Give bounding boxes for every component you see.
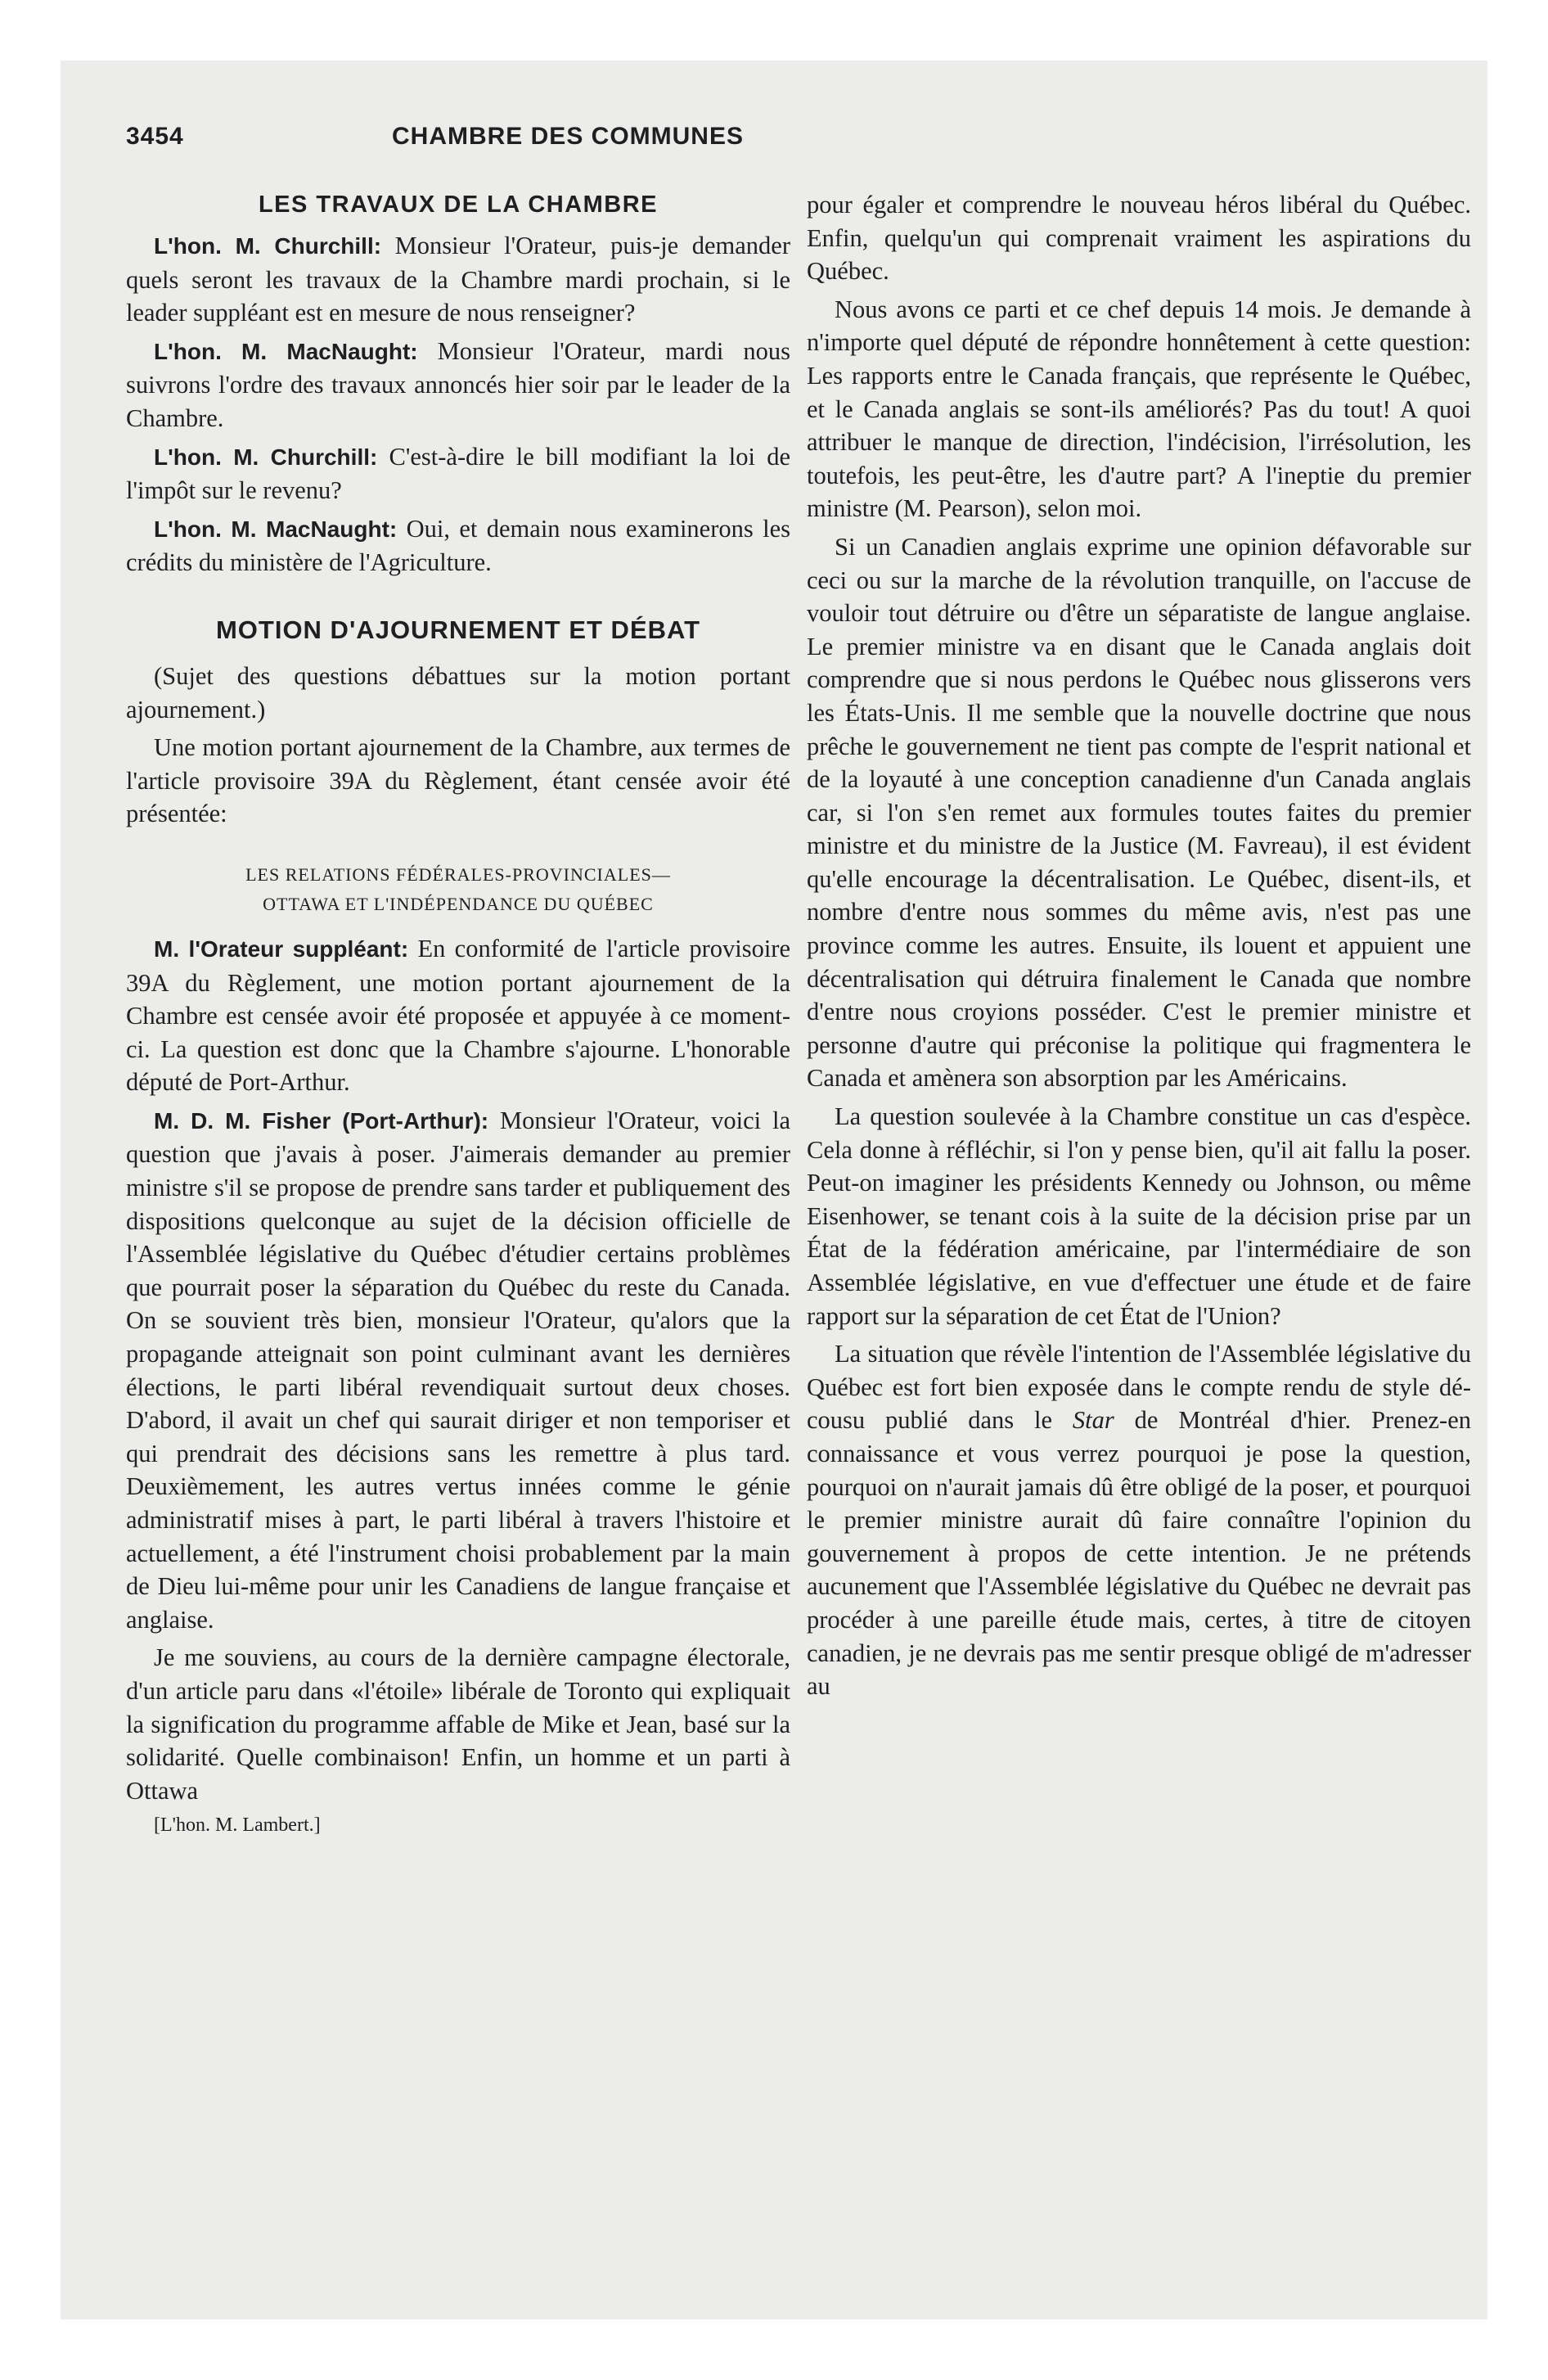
right-column xyxy=(807,188,1471,1703)
paragraph: Je me souviens, au cours de la dernière campagne électorale, d'un article paru dans «l'étoile» libérale de Toronto qui expliquait la signification du programme affable de Mike et Jean, basé sur la solidarité. Quelle combinaison! Enfin, un homme et un parti à Ottawa xyxy=(126,1643,790,1805)
speaker-name: L'hon. M. MacNaught: xyxy=(154,516,398,542)
paragraph: Une motion portant ajournement de la Chambre, aux termes de l'article provisoire 39A du Règlement, étant censée avoir été présentée: xyxy=(126,733,790,828)
paragraph xyxy=(126,229,790,330)
speaker-name: M. l'Orateur suppléant: xyxy=(154,935,409,962)
paragraph xyxy=(126,512,790,579)
paragraph-text: La situation que révèle l'intention de l'Assemblée législative du Québec est fort bien exposée dans le compte rendu de style décousu publié dans le xyxy=(807,1340,1471,1435)
section-heading-travaux: LES TRAVAUX DE LA CHAMBRE xyxy=(258,192,659,218)
paragraph-text: Monsieur l'Orateur, voici la question que j'avais à poser. J'aimerais demander au premier ministre s'il se propose de prendre sans tarder et publiquement des dispositions quelconque au sujet de la décision officielle de l'Assemblée législative du Québec d'étudier certains problèmes que pourrait poser la séparation du Québec du reste du Canada. On se souvient très bien, monsieur l'Orateur, qu'alors que la propagande atteignait son point culminant avant les dernières élections, le parti libéral revendiquait surtout deux choses. D'abord, il avait un chef qui saurait diriger et non temporiser et qui prendrait des décisions sans les remettre à plus tard. Deuxièmement, les autres vertus innées comme le génie administratif mises à part, le parti libéral à travers l'histoire et actuellement, a été l'instrument choisi probablement par la main de Dieu lui-même pour unir les Canadiens de langue française et anglaise. xyxy=(126,1106,790,1634)
paragraph-text: de Montréal d'hier. Prenez-en connaissance et vous verrez pourquoi je pose la question, pourquoi on n'aurait jamais dû être obligé de la poser, et pourquoi le premier ministre aurait dû faire connaître l'opinion du gouvernement à propos de cette intention. Je ne prétends aucunement que l'Assemblée législative du Québec ne devrait pas procéder à une pareille étude mais, certes, à titre de citoyen canadien, je ne devrais pas me sentir presque obligé de m'adresser au xyxy=(807,1406,1471,1701)
page-title: CHAMBRE DES COMMUNES xyxy=(391,123,744,150)
paragraph-text: En conformité de l'article provisoire 39A du Règlement, une motion portant ajournement de la Chambre est censée avoir été proposée et appuyée à ce moment-ci. La question est donc que la Chambre s'ajourne. L'honorable député de Port-Arthur. xyxy=(126,934,790,1097)
speaker-name: L'hon. M. Churchill: xyxy=(154,233,382,259)
page-number: 3454 xyxy=(126,123,184,150)
paragraph-text: C'est-à-dire le bill modifiant la loi de l'impôt sur le revenu? xyxy=(126,442,790,505)
speaker-name: L'hon. M. MacNaught: xyxy=(154,338,418,364)
attribution: [L'hon. M. Lambert.] xyxy=(154,1814,321,1837)
paragraph: Nous avons ce parti et ce chef depuis 14 mois. Je demande à n'importe quel député de répondre honnêtement à cette question: Les rapports entre le Canada français, que représente le Québec, et le Canada anglais se sont-ils améliorés? Pas du tout! A quoi attribuer le manque de direction, l'indécision, l'irrésolution, les toutefois, les peut-être, les d'autre part? A l'ineptie du premier ministre (M. Pearson), selon moi. xyxy=(807,295,1471,523)
paragraph: pour égaler et comprendre le nouveau héros libéral du Québec. Enfin, quelqu'un qui comprenait vraiment les aspirations du Québec. xyxy=(807,191,1471,286)
subheading xyxy=(126,860,790,919)
paragraph xyxy=(126,335,790,435)
paragraph xyxy=(126,1104,790,1637)
paragraph: La question soulevée à la Chambre constitue un cas d'espèce. Cela donne à réfléchir, si l'on y pense bien, qu'il ait fallu la poser. Peut-on imaginer les présidents Kennedy ou Johnson, ou même Eisenhower, se tenant cois à la suite de la décision prise par un État de la fédération américaine, par l'intermédiaire de son Assemblée législative, en vue d'effectuer une étude et de faire rapport sur la séparation de cet État de l'Union? xyxy=(807,1102,1471,1330)
paragraph: (Sujet des questions débattues sur la motion portant ajournement.) xyxy=(126,661,790,723)
speaker-name: L'hon. M. Churchill: xyxy=(154,444,378,470)
paragraph xyxy=(807,1337,1471,1703)
paragraph xyxy=(126,440,790,507)
subheading-line: OTTAWA ET L'INDÉPENDANCE DU QUÉBEC xyxy=(263,893,654,914)
newspaper-title: Star xyxy=(1072,1406,1114,1435)
paragraph-text: Monsieur l'Orateur, mardi nous suivrons l'ordre des travaux annoncés hier soir par le leader de la Chambre. xyxy=(126,336,790,432)
section-heading-motion: MOTION D'AJOURNEMENT ET DÉBAT xyxy=(215,615,701,644)
speaker-name: M. D. M. Fisher (Port-Arthur): xyxy=(154,1107,489,1134)
running-head xyxy=(126,123,1010,156)
paragraph: Si un Canadien anglais exprime une opinion défavorable sur ceci ou sur la marche de la révolution tranquille, on l'accuse de vouloir tout détruire ou d'être un séparatiste de langue anglaise. Le premier ministre va en disant que le Canada anglais doit comprendre que si nous perdons le Québec nous glisserons vers les États-Unis. Il me semble que la nouvelle doctrine que nous prêche le gouvernement ne tient pas compte de l'esprit national et de la loyauté à une conception canadienne d'un Canada anglais car, si l'on s'en remet aux formules toutes faites du premier ministre et du ministre de la Justice (M. Favreau), il est évident qu'elle encourage la décentralisation. Le Québec, disent-ils, et nombre d'entre nous sommes du même avis, n'est pas une province comme les autres. Ensuite, ils louent et appuient une décentralisation qui détruira finalement le Canada que nombre d'entre nous croyions posséder. C'est le premier ministre et personne d'autre qui préconise la politique qui fragmentera le Canada et amènera son absorption par les Américains. xyxy=(807,532,1471,1093)
paragraph-text: Oui, et demain nous examinerons les crédits du ministère de l'Agriculture. xyxy=(126,514,791,577)
left-column xyxy=(126,188,790,1838)
paragraph-text: Monsieur l'Orateur, puis-je demander quels seront les travaux de la Chambre mardi prochain, si le leader suppléant est en mesure de nous renseigner? xyxy=(126,232,790,327)
subheading-line: LES RELATIONS FÉDÉRALES-PROVINCIALES— xyxy=(245,863,671,885)
paragraph xyxy=(126,932,790,1099)
